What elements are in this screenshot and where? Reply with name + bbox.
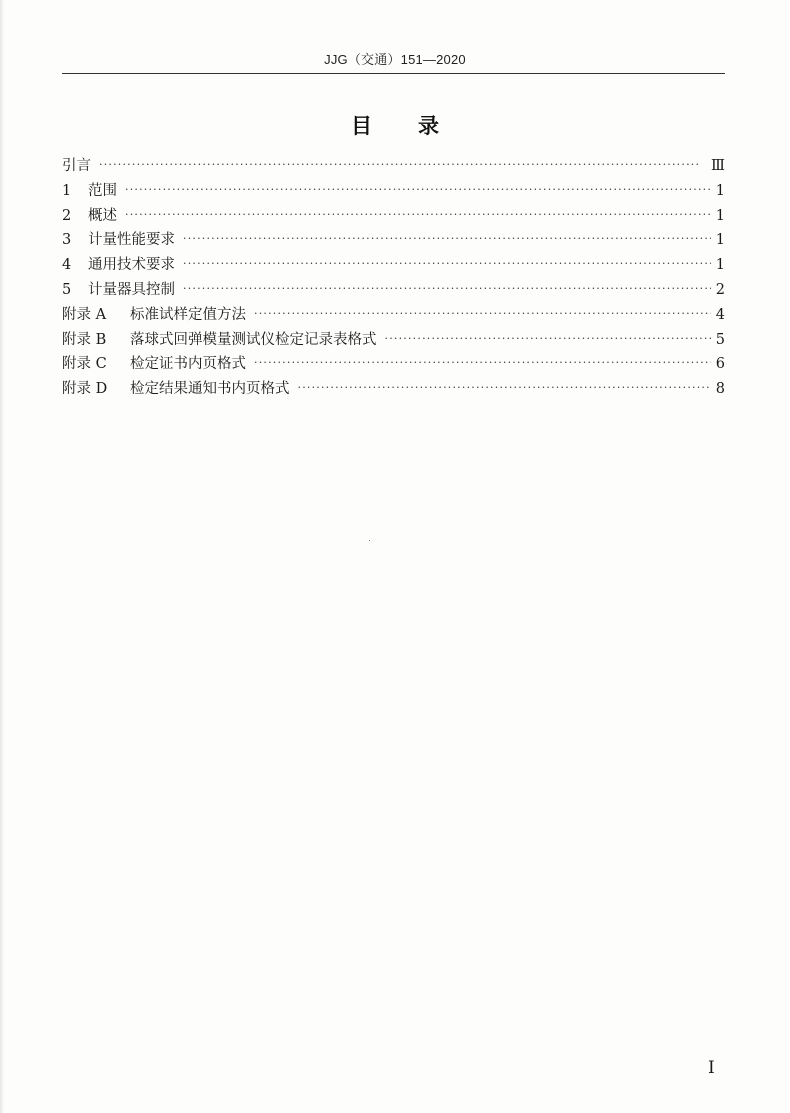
toc-entry-title: 引言 — [62, 158, 91, 174]
toc-entry-appendix-a[interactable] — [62, 303, 725, 328]
toc-entry-technical-requirements[interactable] — [62, 253, 725, 278]
scan-speck — [369, 540, 370, 541]
toc-entry-page: 1 — [715, 257, 725, 274]
toc-entry-number: 附录 B — [62, 331, 107, 348]
toc-entry-page: Ⅲ — [711, 158, 725, 174]
toc-entry-page: 2 — [715, 281, 725, 298]
toc-entry-label-wrap — [62, 377, 290, 402]
toc-entry-title: 概述 — [88, 207, 117, 224]
toc-entry-appendix-b[interactable] — [62, 328, 725, 353]
toc-entry-page: 1 — [715, 232, 725, 249]
toc-entry-title: 检定证书内页格式 — [130, 356, 246, 373]
toc-entry-label-wrap — [62, 352, 246, 377]
toc-entry-title: 通用技术要求 — [88, 257, 175, 274]
toc-entry-number: 5 — [62, 281, 72, 298]
toc-entry-title: 落球式回弹模量测试仪检定记录表格式 — [130, 331, 377, 348]
toc-entry-page: 8 — [715, 381, 725, 398]
toc-entry-number: 4 — [62, 257, 72, 274]
toc-entry-label-wrap — [62, 303, 246, 328]
toc-entry-appendix-c[interactable] — [62, 352, 725, 377]
toc-entry-title: 标准试样定值方法 — [130, 306, 246, 323]
toc-entry-overview[interactable] — [62, 204, 725, 229]
toc-title — [0, 110, 790, 140]
toc-title-char-2: 录 — [418, 114, 439, 138]
toc-entry-label-wrap — [62, 228, 175, 253]
toc-entry-scope[interactable] — [62, 179, 725, 204]
toc-dot-leader — [254, 302, 711, 327]
toc-entry-title: 检定结果通知书内页格式 — [130, 381, 290, 398]
toc-entry-title: 计量性能要求 — [88, 232, 175, 249]
page-number: I — [708, 1058, 715, 1078]
toc-entry-label-wrap — [62, 204, 117, 229]
page-edge-shadow — [0, 0, 4, 1113]
toc-entry-page: 1 — [715, 182, 725, 199]
toc-entry-label-wrap — [62, 278, 175, 303]
toc-entry-page: 1 — [715, 207, 725, 224]
toc-entry-page: 4 — [715, 306, 725, 323]
toc-title-char-1: 目 — [351, 114, 372, 138]
toc-entry-metrological-requirements[interactable] — [62, 228, 725, 253]
toc-dot-leader — [254, 351, 711, 376]
toc-entry-number: 附录 C — [62, 356, 107, 373]
toc-dot-leader — [183, 227, 711, 252]
toc-dot-leader — [298, 376, 712, 401]
toc-entry-number: 1 — [62, 182, 72, 199]
toc-entry-number: 2 — [62, 207, 72, 224]
toc-entry-title: 计量器具控制 — [88, 281, 175, 298]
toc-entry-title: 范围 — [88, 182, 117, 199]
toc-entry-introduction[interactable] — [62, 154, 725, 179]
toc-entry-page: 5 — [715, 331, 725, 348]
table-of-contents — [62, 154, 725, 402]
toc-entry-label-wrap — [62, 328, 377, 353]
toc-entry-instrument-control[interactable] — [62, 278, 725, 303]
toc-dot-leader — [183, 277, 711, 302]
header-rule — [62, 73, 725, 74]
running-header: JJG（交通）151—2020 — [324, 52, 466, 67]
toc-entry-label-wrap — [62, 253, 175, 278]
toc-dot-leader — [125, 203, 711, 228]
toc-entry-label-wrap — [62, 154, 91, 179]
toc-entry-number: 3 — [62, 232, 72, 249]
toc-entry-label-wrap — [62, 179, 117, 204]
toc-entry-appendix-d[interactable] — [62, 377, 725, 402]
toc-dot-leader — [183, 252, 711, 277]
toc-dot-leader — [99, 153, 707, 178]
toc-entry-number: 附录 D — [62, 381, 108, 398]
toc-entry-page: 6 — [715, 356, 725, 373]
toc-entry-number: 附录 A — [62, 306, 107, 323]
toc-dot-leader — [125, 178, 711, 203]
toc-dot-leader — [385, 327, 712, 352]
